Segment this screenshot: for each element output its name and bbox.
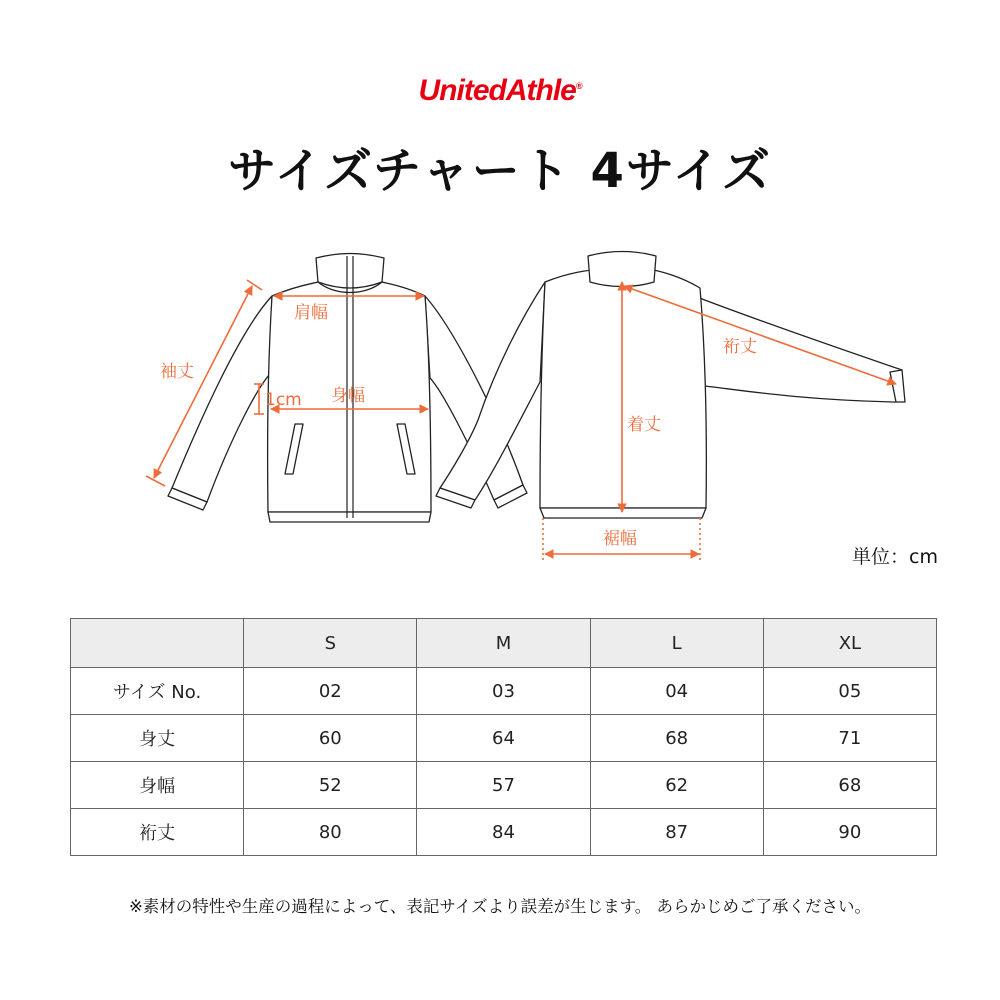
table-header-cell: XL (763, 619, 936, 668)
registered-mark: ® (575, 81, 582, 91)
table-cell: 68 (590, 715, 763, 762)
table-header-row (71, 619, 937, 668)
front-hem-rib (268, 512, 431, 522)
label-body-width: 身幅 (331, 386, 365, 406)
table-row (71, 715, 937, 762)
label-sleeve-length: 袖丈 (160, 362, 194, 382)
table-cell: 90 (763, 809, 936, 856)
row-label: サイズ No. (71, 668, 244, 715)
table-row (71, 762, 937, 809)
row-label: 身丈 (71, 715, 244, 762)
label-hem-width: 裾幅 (603, 529, 637, 549)
table-cell: 71 (763, 715, 936, 762)
size-table (70, 618, 937, 856)
front-collar (316, 254, 384, 289)
label-yuki: 裄丈 (723, 337, 757, 357)
label-offset: 1cm (265, 390, 302, 410)
table-cell: 57 (417, 762, 590, 809)
brand-logo-text: UnitedAthle (418, 74, 576, 107)
table-cell: 05 (763, 668, 936, 715)
table-cell: 80 (244, 809, 417, 856)
label-shoulder-width: 肩幅 (294, 303, 328, 323)
table-header-cell: S (244, 619, 417, 668)
back-body (540, 270, 706, 508)
back-collar (588, 252, 656, 287)
table-header-cell (71, 619, 244, 668)
table-cell: 52 (244, 762, 417, 809)
table-cell: 60 (244, 715, 417, 762)
table-header-cell: L (590, 619, 763, 668)
table-cell: 02 (244, 668, 417, 715)
table-row (71, 809, 937, 856)
back-hem-rib (540, 508, 706, 518)
table-cell: 84 (417, 809, 590, 856)
table-row (71, 668, 937, 715)
table-cell: 62 (590, 762, 763, 809)
label-body-length: 着丈 (627, 415, 661, 435)
table-cell: 04 (590, 668, 763, 715)
table-cell: 68 (763, 762, 936, 809)
page-title: サイズチャート 4サイズ (227, 143, 773, 199)
row-label: 身幅 (71, 762, 244, 809)
unit-label: 単位：cm (852, 546, 938, 568)
table-cell: 03 (417, 668, 590, 715)
front-left-sleeve (172, 296, 272, 502)
table-cell: 87 (590, 809, 763, 856)
disclaimer-note: ※素材の特性や生産の過程によって、表記サイズより誤差が生じます。 あらかじめご了承ください。 (128, 897, 872, 916)
table-header-cell: M (417, 619, 590, 668)
table-cell: 64 (417, 715, 590, 762)
row-label: 裄丈 (71, 809, 244, 856)
